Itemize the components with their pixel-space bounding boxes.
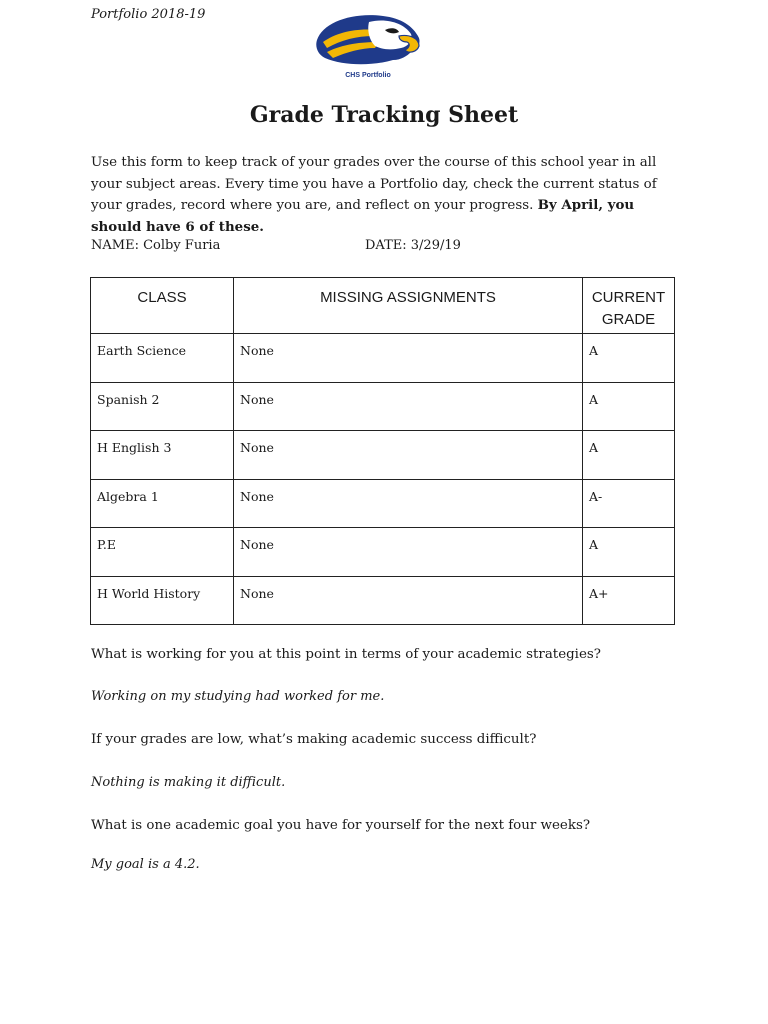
table-row: [91, 576, 675, 625]
page-title: Grade Tracking Sheet: [249, 102, 519, 128]
table-row: [91, 528, 675, 577]
class-cell: Spanish 2: [91, 382, 234, 431]
grade-cell: A: [583, 334, 675, 383]
header-missing-assignments: MISSING ASSIGNMENTS: [234, 278, 583, 334]
intro-emphasis: By April, you should have 6 of these.: [91, 197, 635, 235]
class-cell: P.E: [91, 528, 234, 577]
class-cell: Earth Science: [91, 334, 234, 383]
table-header-row: [91, 278, 675, 334]
class-cell: Algebra 1: [91, 479, 234, 528]
portfolio-year-note: Portfolio 2018-19: [91, 7, 206, 22]
grade-cell: A+: [583, 576, 675, 625]
table-row: [91, 382, 675, 431]
grade-table: [90, 277, 675, 625]
reflection-question-3: What is one academic goal you have for yourself for the next four weeks?: [91, 818, 590, 833]
header-grade: GRADE: [601, 311, 656, 328]
class-cell: H World History: [91, 576, 234, 625]
grade-cell: A-: [583, 479, 675, 528]
header-current: CURRENT: [591, 289, 666, 306]
missing-cell: None: [234, 479, 583, 528]
grade-cell: A: [583, 431, 675, 480]
missing-cell: None: [234, 382, 583, 431]
reflection-answer-2: Nothing is making it difficult.: [91, 775, 286, 790]
missing-cell: None: [234, 528, 583, 577]
grade-cell: A: [583, 528, 675, 577]
class-cell: H English 3: [91, 431, 234, 480]
intro-paragraph: [91, 152, 681, 238]
table-row: [91, 334, 675, 383]
table-row: [91, 479, 675, 528]
missing-cell: None: [234, 431, 583, 480]
table-row: [91, 431, 675, 480]
reflection-answer-3: My goal is a 4.2.: [91, 857, 200, 872]
missing-cell: None: [234, 334, 583, 383]
reflection-answer-1: Working on my studying had worked for me.: [91, 689, 385, 704]
intro-text: Use this form to keep track of your grades over the course of this school year in all your subject areas. Every time you have a Portfolio day, check the current status of your grades, record where you are, and reflect on your progress.: [91, 155, 657, 213]
grade-cell: A: [583, 382, 675, 431]
missing-cell: None: [234, 576, 583, 625]
logo-caption: CHS Portfolio: [345, 72, 391, 79]
student-name: NAME: Colby Furia: [91, 238, 221, 253]
reflection-question-1: What is working for you at this point in terms of your academic strategies?: [91, 647, 601, 662]
header-current-grade: [583, 278, 675, 334]
sheet-date: DATE: 3/29/19: [365, 238, 461, 253]
header-class: CLASS: [91, 278, 234, 334]
reflection-question-2: If your grades are low, what’s making academic success difficult?: [91, 732, 537, 747]
